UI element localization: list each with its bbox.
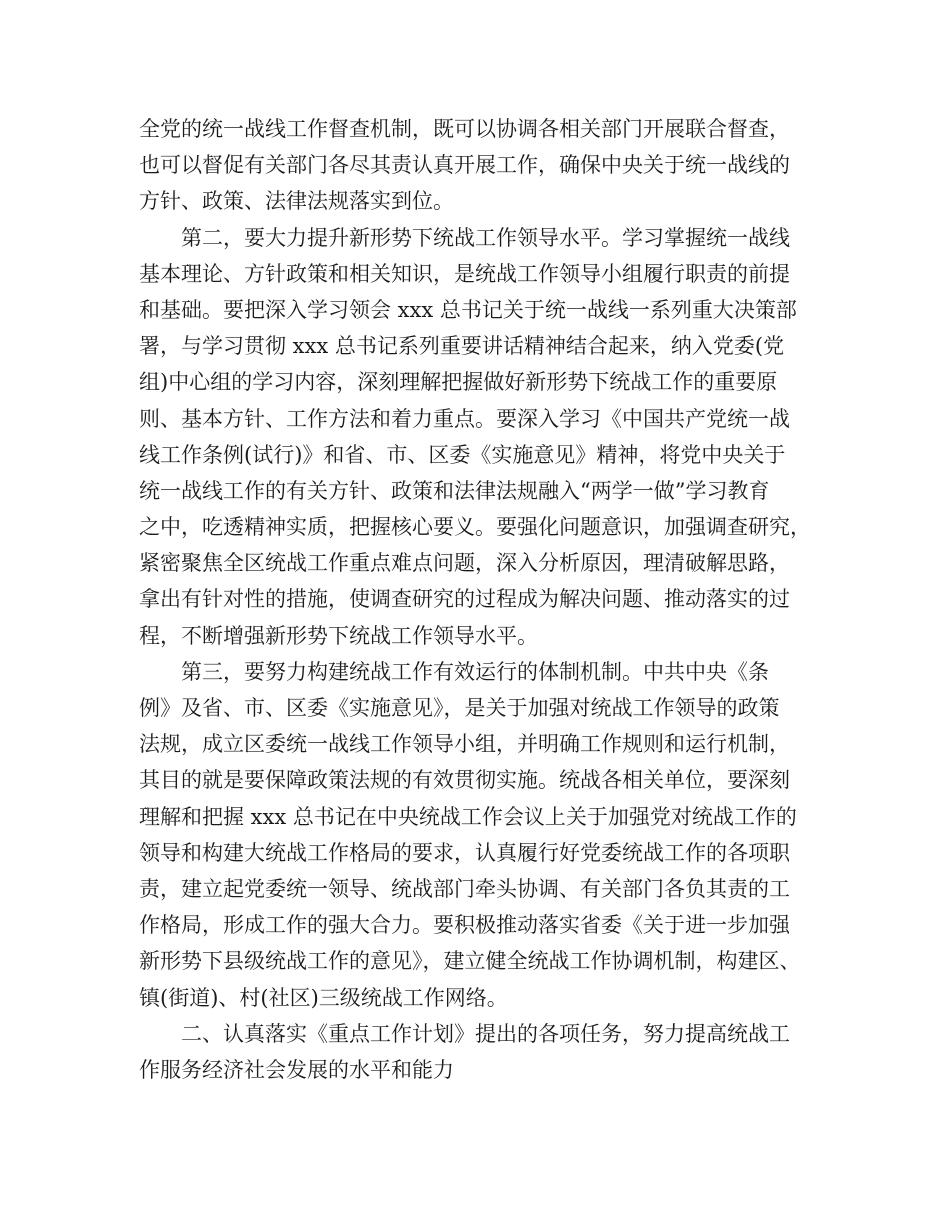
text-line: 统一战线工作的有关方针、政策和法律法规融入“两学一做”学习教育 [139, 478, 770, 503]
text-line: 和基础。要把深入学习领会 xxx 总书记关于统一战线一系列重大决策部 [139, 297, 797, 322]
paragraph [139, 111, 829, 220]
text-line: 二、认真落实《重点工作计划》提出的各项任务，努力提高统战工 [181, 1021, 790, 1046]
paragraph [139, 1016, 829, 1088]
text-line: 也可以督促有关部门各尽其责认真开展工作，确保中央关于统一战线的 [139, 153, 790, 178]
text-line: 拿出有针对性的措施，使调查研究的过程成为解决问题、推动落实的过 [139, 587, 790, 612]
text-line: 作格局，形成工作的强大合力。要积极推动落实省委《关于进一步加强 [139, 913, 790, 938]
text-line: 则、基本方针、工作方法和着力重点。要深入学习《中国共产党统一战 [139, 406, 790, 431]
text-line: 例》及省、市、区委《实施意见》，是关于加强对统战工作领导的政策 [139, 696, 780, 720]
text-line: 其目的就是要保障政策法规的有效贯彻实施。统战各相关单位，要深刻 [139, 768, 790, 793]
text-line: 线工作条例(试行)》和省、市、区委《实施意见》精神，将党中央关于 [139, 442, 786, 467]
text-line: 署，与学习贯彻 xxx 总书记系列重要讲话精神结合起来，纳入党委(党 [139, 334, 785, 359]
text-line: 新形势下县级统战工作的意见》，建立健全统战工作协调机制，构建区、 [139, 949, 801, 974]
document-body [139, 111, 829, 1088]
text-line: 作服务经济社会发展的水平和能力 [139, 1057, 454, 1082]
text-line: 第二，要大力提升新形势下统战工作领导水平。学习掌握统一战线 [181, 225, 790, 250]
text-line: 方针、政策、法律法规落实到位。 [139, 189, 454, 214]
paragraph [139, 220, 829, 654]
text-line: 组)中心组的学习内容，深刻理解把握做好新形势下统战工作的重要原 [139, 370, 778, 395]
text-line: 理解和把握 xxx 总书记在中央统战工作会议上关于加强党对统战工作的 [139, 804, 797, 829]
text-line: 第三，要努力构建统战工作有效运行的体制机制。中共中央《条 [181, 659, 769, 684]
paragraph [139, 654, 829, 1016]
text-line: 责，建立起党委统一领导、统战部门牵头协调、有关部门各负其责的工 [139, 876, 790, 901]
text-line: 镇(街道)、村(社区)三级统战工作网络。 [139, 985, 508, 1010]
text-line: 领导和构建大统战工作格局的要求，认真履行好党委统战工作的各项职 [139, 840, 790, 865]
text-line: 紧密聚焦全区统战工作重点难点问题，深入分析原因，理清破解思路， [139, 551, 790, 576]
text-line: 程，不断增强新形势下统战工作领导水平。 [139, 623, 538, 648]
text-line: 之中，吃透精神实质，把握核心要义。要强化问题意识，加强调查研究， [139, 515, 811, 540]
text-line: 基本理论、方针政策和相关知识，是统战工作领导小组履行职责的前提 [139, 261, 790, 286]
text-line: 法规，成立区委统一战线工作领导小组，并明确工作规则和运行机制， [139, 732, 790, 757]
text-line: 全党的统一战线工作督查机制，既可以协调各相关部门开展联合督查， [139, 117, 790, 141]
